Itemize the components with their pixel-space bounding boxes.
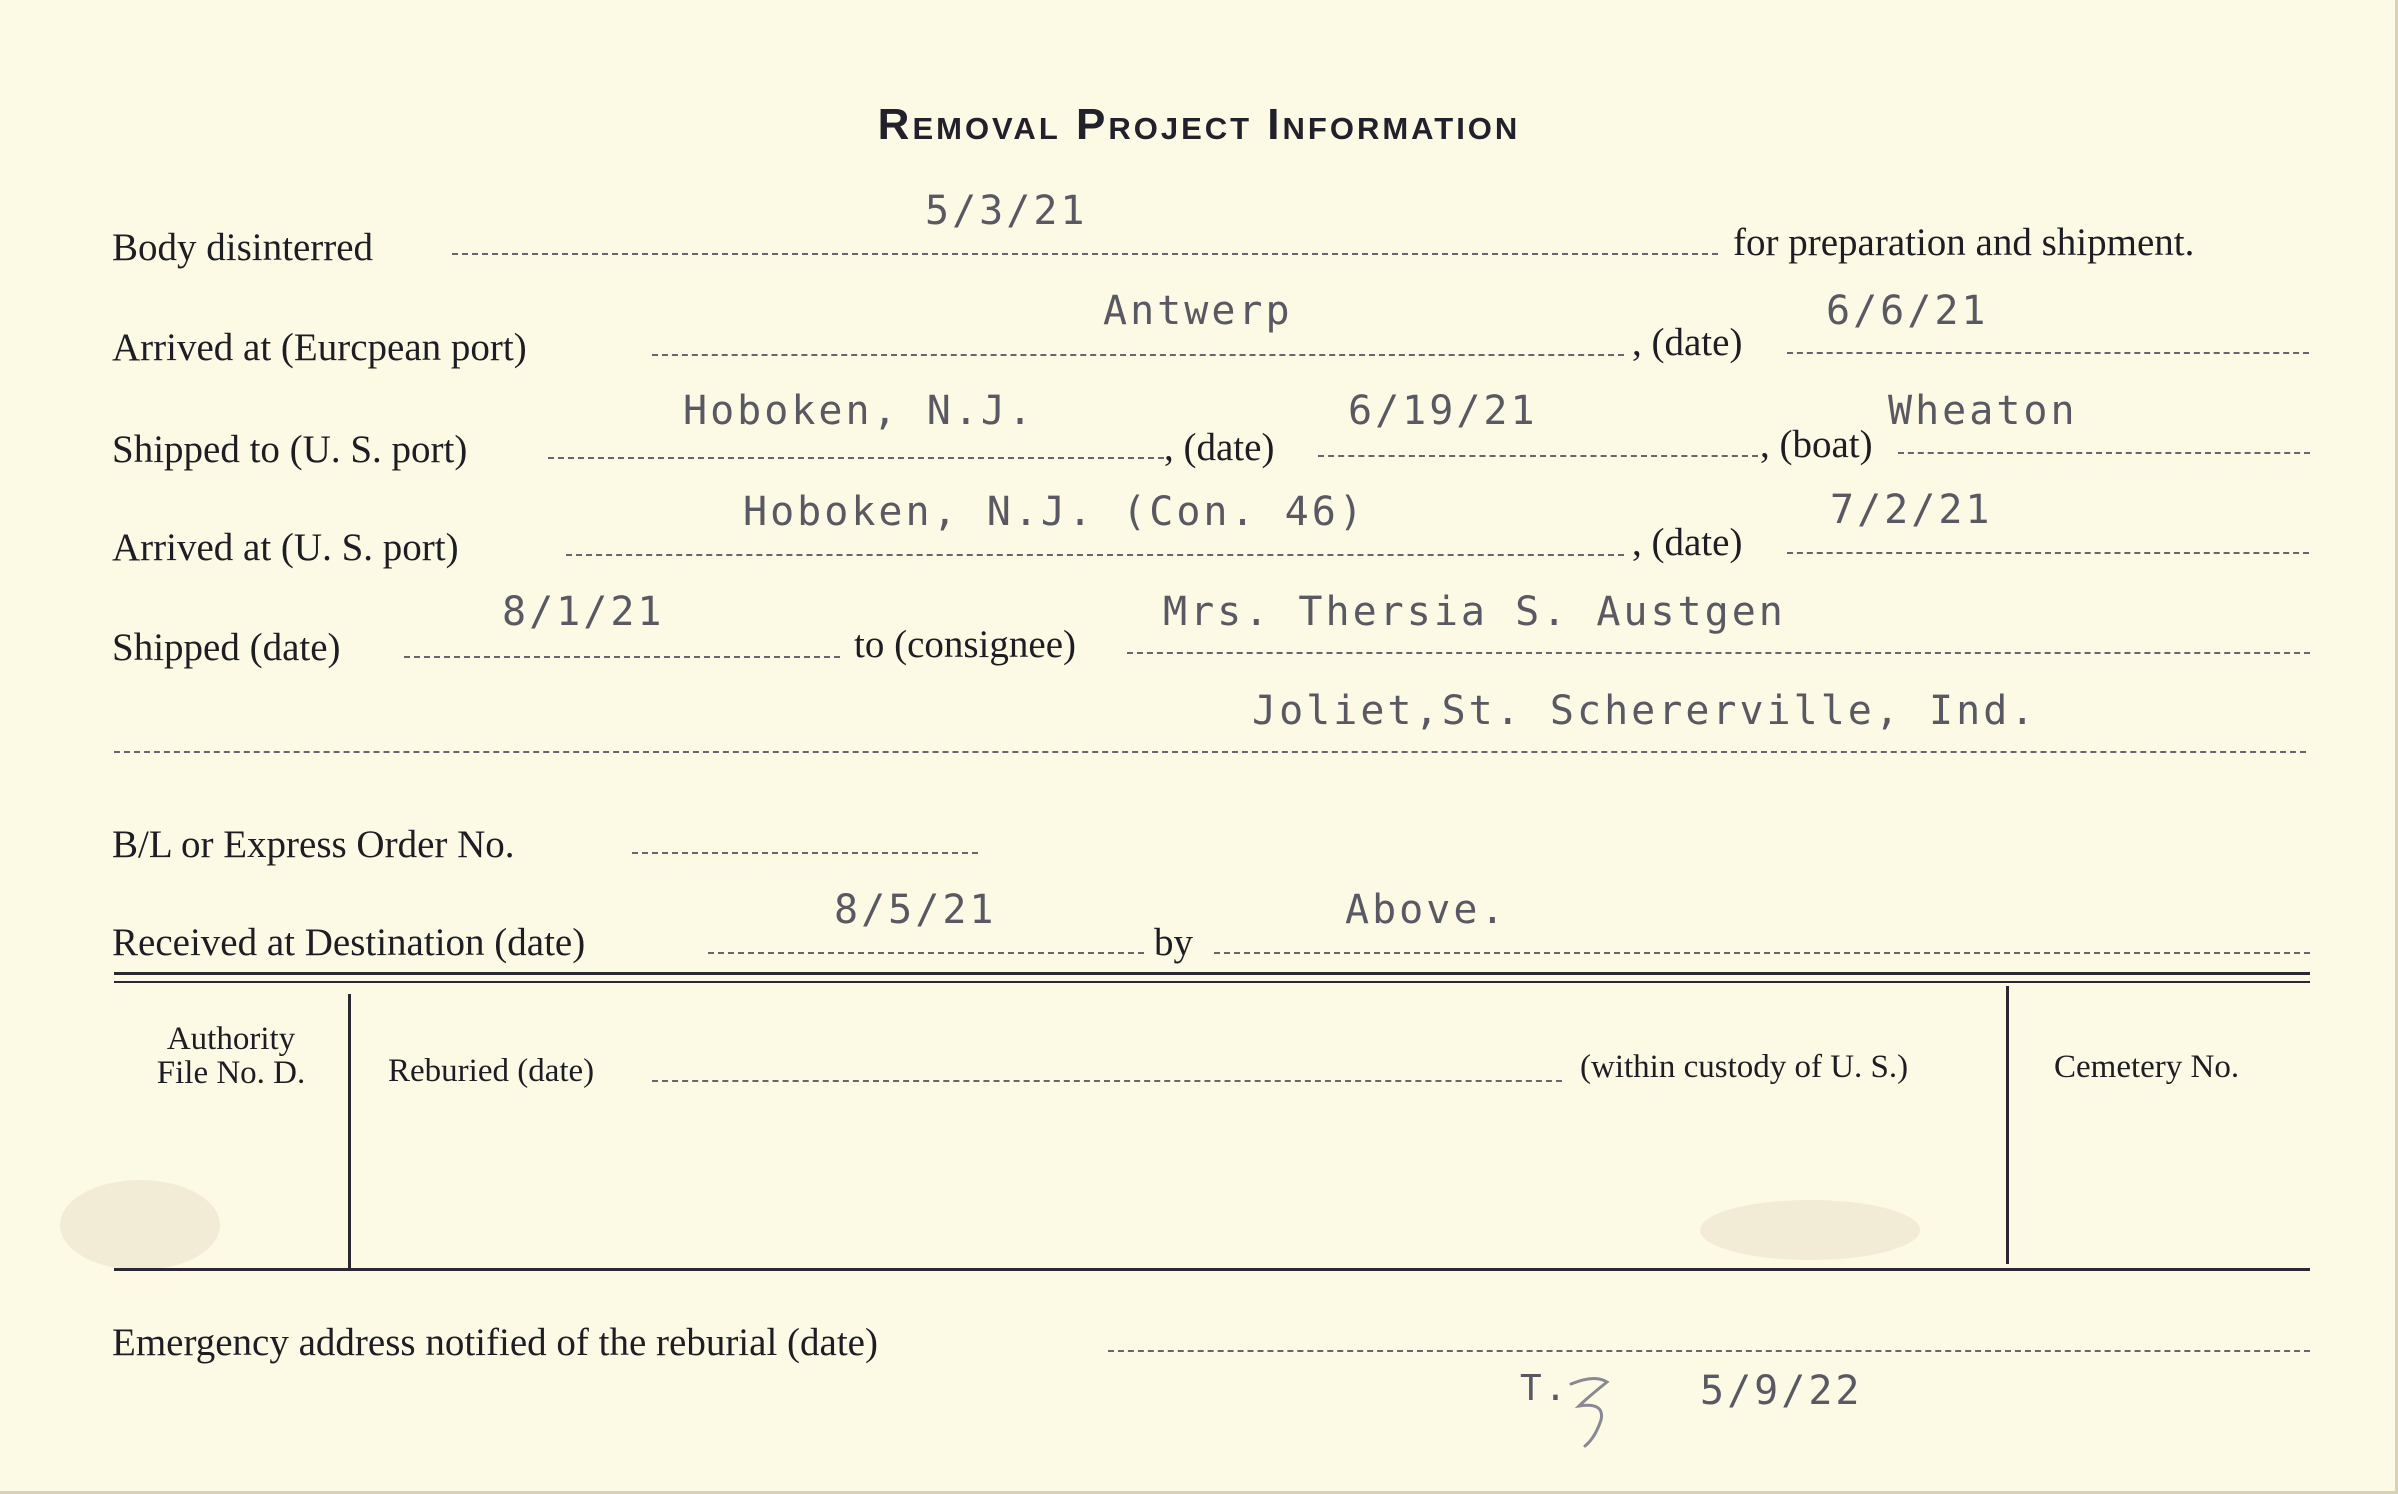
preparation-shipment-label: for preparation and shipment. — [1733, 221, 2195, 264]
cemetery-number-label: Cemetery No. — [2054, 1049, 2240, 1085]
authority-label-line2: File No. D. — [156, 1055, 306, 1091]
reburied-date-line — [652, 1080, 1562, 1082]
shipped-us-port-label: Shipped to (U. S. port) — [112, 428, 468, 471]
emergency-address-line — [1108, 1350, 2310, 1352]
shipped-date-value: 8/1/21 — [502, 589, 665, 635]
shipped-us-port-line — [548, 457, 1164, 459]
shipped-date-line — [404, 656, 840, 658]
european-port-value: Antwerp — [1103, 288, 1293, 334]
consignee-value: Mrs. Thersia S. Austgen — [1163, 589, 1786, 635]
authority-file-label — [114, 1022, 348, 1090]
emergency-address-label: Emergency address notified of the reburial (date) — [112, 1321, 878, 1364]
consignee-label: to (consignee) — [854, 623, 1077, 666]
received-destination-label: Received at Destination (date) — [112, 921, 586, 964]
cemetery-divider — [2006, 986, 2009, 1264]
within-custody-label: (within custody of U. S.) — [1580, 1049, 1909, 1085]
paper-stain — [1700, 1200, 1920, 1260]
consignee-address-value: Joliet,St. Schererville, Ind. — [1252, 688, 2038, 734]
arrived-us-port-line — [566, 554, 1624, 556]
authority-label-line1: Authority — [166, 1021, 296, 1057]
initials-value: T. — [1520, 1368, 1570, 1409]
ship-date-label: , (date) — [1164, 426, 1275, 469]
reburied-date-label: Reburied (date) — [388, 1053, 595, 1089]
section-rule-top-2 — [114, 981, 2310, 983]
section-rule-top — [114, 972, 2310, 975]
body-disinterred-line — [452, 253, 1718, 255]
received-by-value: Above. — [1345, 887, 1508, 933]
consignee-line — [1127, 652, 2310, 654]
boat-line — [1898, 452, 2310, 454]
received-date-value: 8/5/21 — [834, 887, 997, 933]
us-port-arrived-value: Hoboken, N.J. (Con. 46) — [743, 489, 1366, 535]
boat-value: Wheaton — [1888, 388, 2078, 434]
us-arrival-date-value: 7/2/21 — [1830, 487, 1993, 533]
european-date-line — [1787, 352, 2309, 354]
address-line — [114, 751, 2306, 753]
received-by-label: by — [1154, 921, 1193, 964]
bl-express-order-label: B/L or Express Order No. — [112, 823, 515, 866]
us-port-shipped-value: Hoboken, N.J. — [683, 388, 1036, 434]
handwritten-initial-mark — [1565, 1372, 1625, 1452]
notified-date-value: 5/9/22 — [1700, 1368, 1863, 1414]
disinterred-date-value: 5/3/21 — [925, 188, 1088, 234]
body-disinterred-label: Body disinterred — [112, 226, 374, 269]
received-date-line — [708, 952, 1144, 954]
received-by-line — [1214, 952, 2310, 954]
boat-label: , (boat) — [1760, 423, 1873, 466]
european-date-label: , (date) — [1632, 321, 1743, 364]
us-ship-date-value: 6/19/21 — [1348, 388, 1538, 434]
european-port-line — [652, 354, 1624, 356]
us-arrival-date-label: , (date) — [1632, 521, 1743, 564]
european-arrival-date-value: 6/6/21 — [1826, 288, 1989, 334]
form-title: Removal Project Information — [877, 100, 1521, 149]
bl-express-order-line — [632, 852, 978, 854]
arrived-european-port-label: Arrived at (Eurcpean port) — [112, 326, 527, 369]
shipped-date-label: Shipped (date) — [112, 626, 341, 669]
section-rule-bottom — [114, 1268, 2310, 1271]
arrived-us-port-label: Arrived at (U. S. port) — [112, 526, 459, 569]
paper-stain — [60, 1180, 220, 1270]
ship-date-line — [1318, 455, 1758, 457]
us-arrival-date-line — [1787, 552, 2309, 554]
authority-divider — [348, 994, 351, 1270]
